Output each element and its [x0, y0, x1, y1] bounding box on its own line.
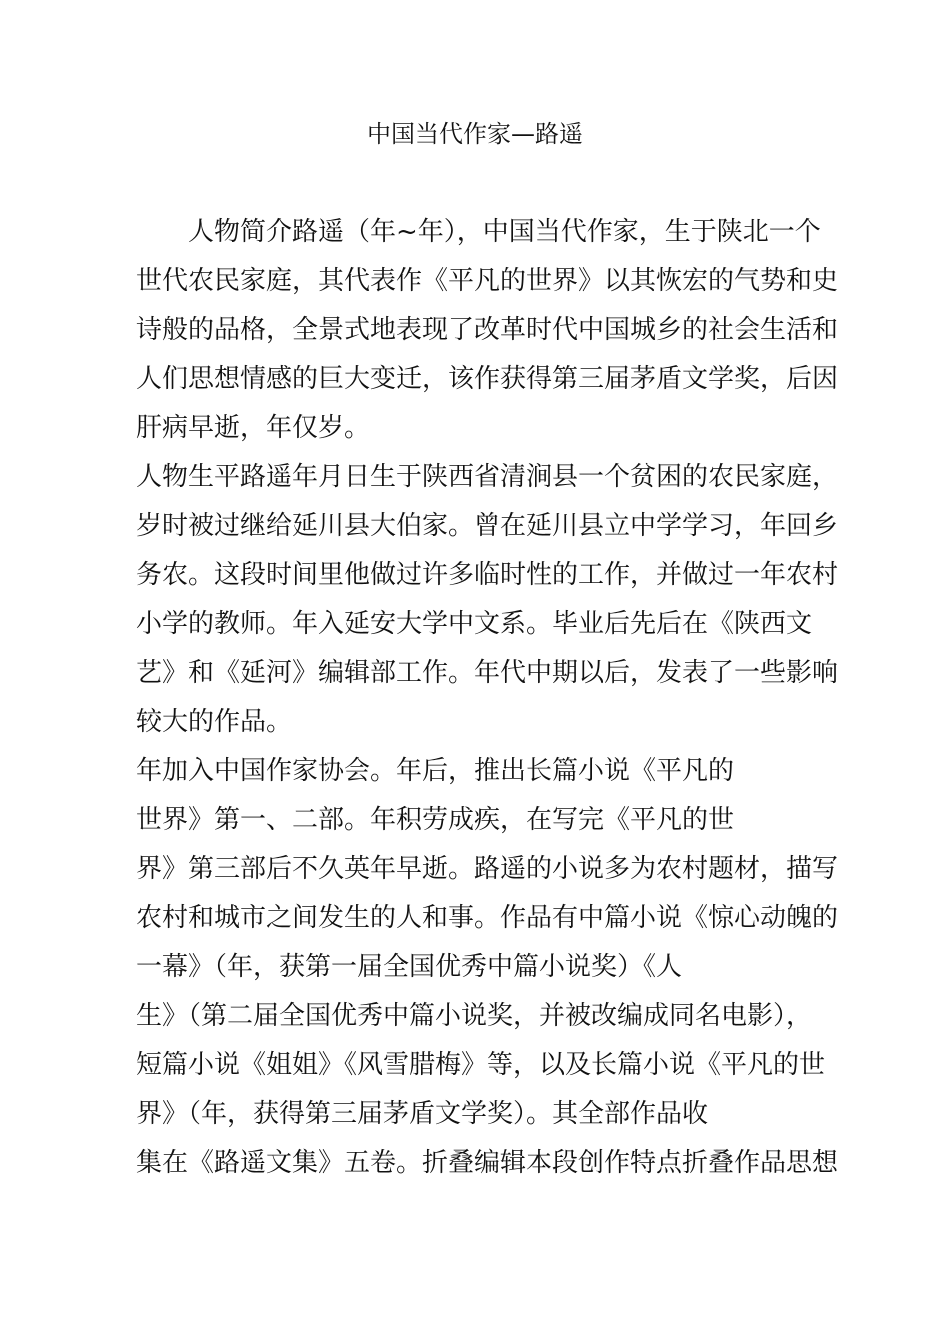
text-line: 界》（年，获得第三届茅盾文学奖）。其全部作品收 — [136, 1099, 709, 1129]
text-line: 世界》第一、二部。年积劳成疾，在写完《平凡的世 — [136, 805, 735, 835]
text-line: 较大的作品。 — [136, 707, 293, 737]
document-body — [136, 208, 839, 1188]
text-line: 生》（第二届全国优秀中篇小说奖，并被改编成同名电影）， — [136, 1001, 813, 1031]
text-line: 肝病早逝，年仅岁。 — [136, 413, 371, 443]
text-line: 农村和城市之间发生的人和事。作品有中篇小说《惊心动魄的 — [136, 903, 839, 933]
text-line: 人们思想情感的巨大变迁，该作获得第三届茅盾文学奖，后因 — [136, 364, 839, 394]
text-line: 诗般的品格，全景式地表现了改革时代中国城乡的社会生活和 — [136, 315, 839, 345]
text-line: 集在《路遥文集》五卷。折叠编辑本段创作特点折叠作品思想 — [136, 1148, 839, 1178]
text-line: 人物简介路遥（年~年），中国当代作家，生于陕北一个 — [188, 217, 821, 247]
text-line: 世代农民家庭，其代表作《平凡的世界》以其恢宏的气势和史 — [136, 266, 839, 296]
text-line: 短篇小说《姐姐》《风雪腊梅》等，以及长篇小说《平凡的世 — [136, 1050, 826, 1080]
document-title: 中国当代作家—路遥 — [367, 120, 583, 148]
text-line: 小学的教师。年入延安大学中文系。毕业后先后在《陕西文 — [136, 609, 813, 639]
text-line: 界》第三部后不久英年早逝。路遥的小说多为农村题材，描写 — [136, 854, 839, 884]
text-line: 人物生平路遥年月日生于陕西省清涧县一个贫困的农民家庭， — [136, 462, 839, 492]
text-line: 年加入中国作家协会。年后，推出长篇小说《平凡的 — [136, 756, 735, 786]
text-line: 岁时被过继给延川县大伯家。曾在延川县立中学学习，年回乡 — [136, 511, 839, 541]
text-line: 一幕》（年，获第一届全国优秀中篇小说奖）《人 — [136, 952, 683, 982]
text-line: 务农。这段时间里他做过许多临时性的工作，并做过一年农村 — [136, 560, 839, 590]
text-line: 艺》和《延河》编辑部工作。年代中期以后，发表了一些影响 — [136, 658, 839, 688]
